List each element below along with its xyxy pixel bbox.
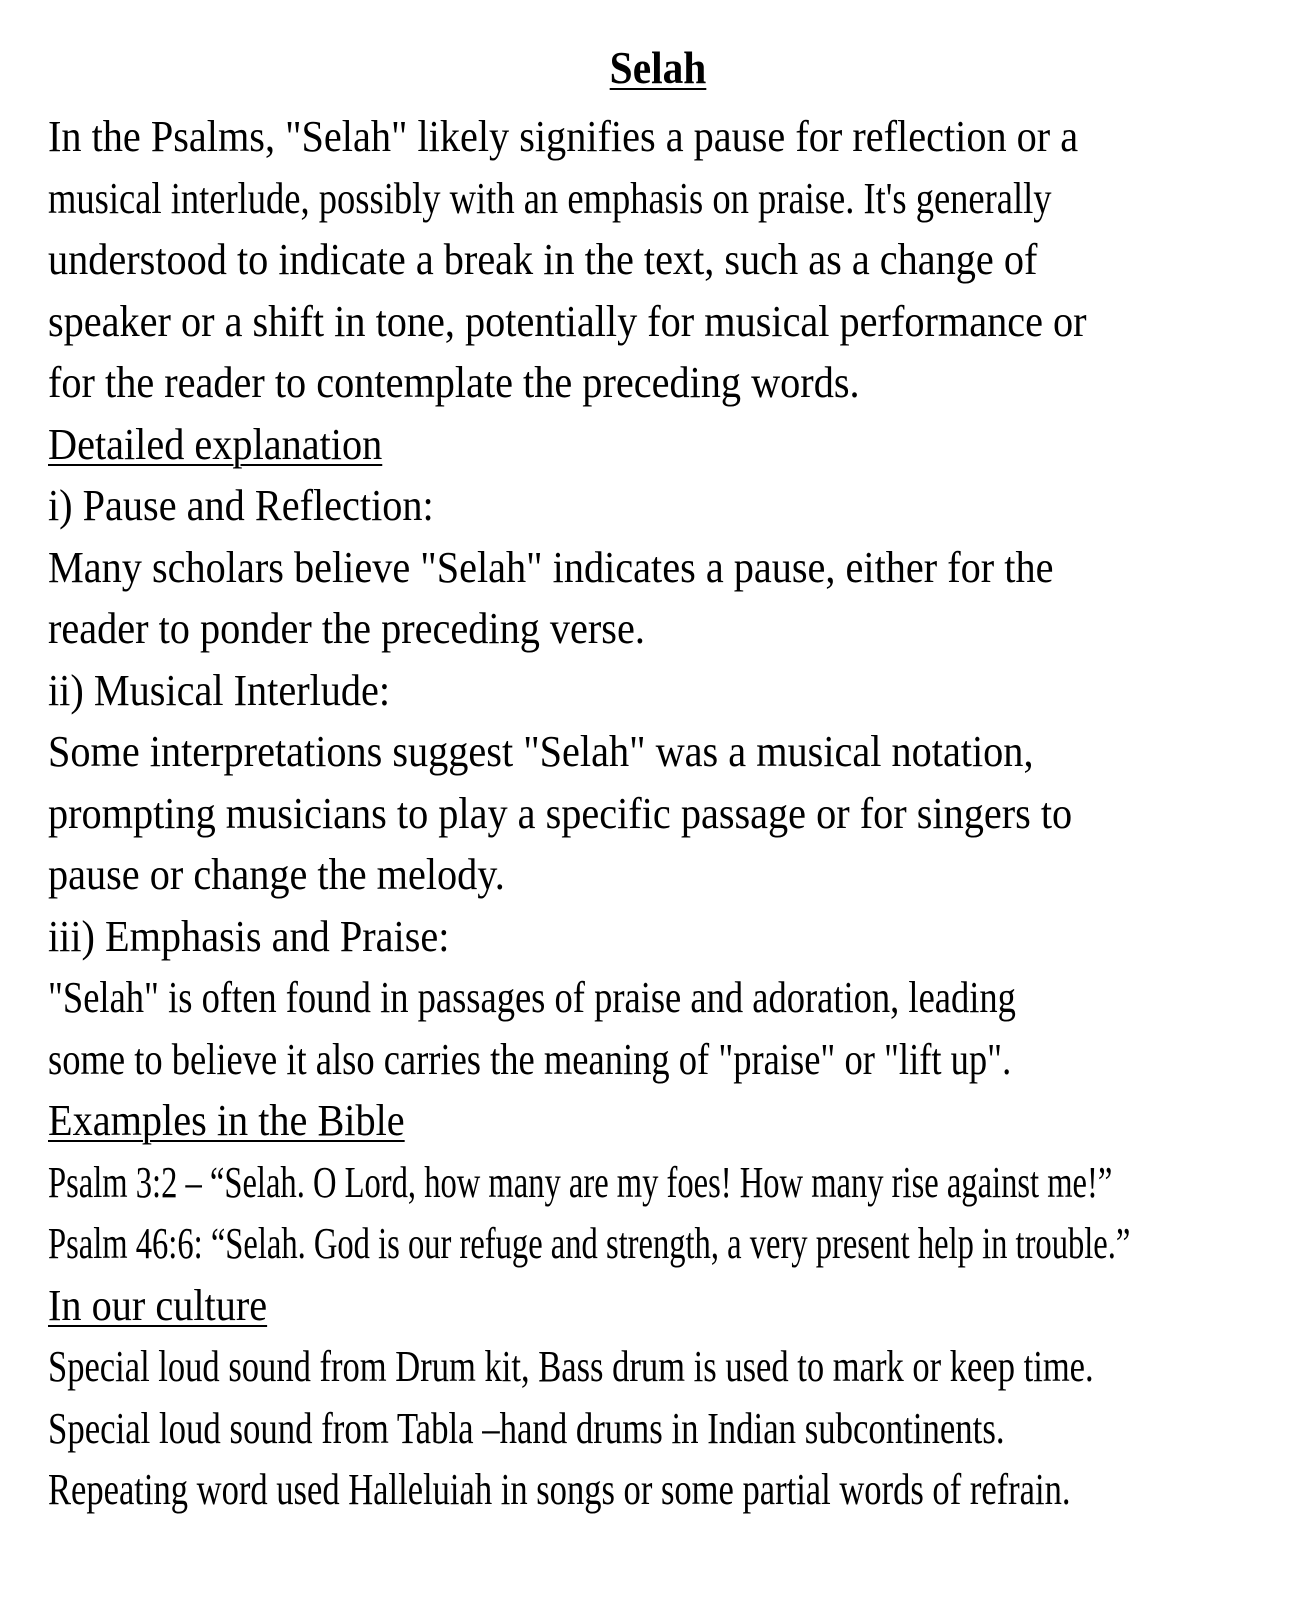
- intro-line: for the reader to contemplate the preceding words.: [48, 358, 860, 407]
- culture-heading: In our culture: [48, 1280, 268, 1330]
- pause-text-line: Many scholars believe "Selah" indicates a pause, either for the: [48, 542, 1054, 592]
- culture-item: Repeating word used Halleluiah in songs or some partial words of refrain.: [48, 1465, 1071, 1514]
- music-text-line: Some interpretations suggest "Selah" was a musical notation,: [48, 727, 1034, 776]
- praise-text-line: "Selah" is often found in passages of praise and adoration, leading: [48, 973, 1016, 1022]
- culture-item: Special loud sound from Tabla –hand drums in Indian subcontinents.: [48, 1403, 1005, 1453]
- culture-item: Special loud sound from Drum kit, Bass drum is used to mark or keep time.: [48, 1342, 1094, 1391]
- intro-line: In the Psalms, "Selah" likely signifies a pause for reflection or a: [48, 112, 1079, 161]
- document-page: [48, 40, 1268, 1521]
- example-item: Psalm 46:6: “Selah. God is our refuge and strength, a very present help in trouble.”: [48, 1219, 1131, 1268]
- pause-text-line: reader to ponder the preceding verse.: [48, 604, 645, 653]
- music-heading: ii) Musical Interlude:: [48, 665, 391, 715]
- music-text-line: prompting musicians to play a specific passage or for singers to: [48, 788, 1073, 838]
- detailed-explanation-heading: Detailed explanation: [48, 419, 383, 469]
- praise-heading: iii) Emphasis and Praise:: [48, 911, 450, 961]
- examples-heading: Examples in the Bible: [48, 1096, 405, 1145]
- pause-heading: i) Pause and Reflection:: [48, 481, 434, 530]
- page-title: Selah: [609, 42, 707, 93]
- example-item: Psalm 3:2 – “Selah. O Lord, how many are my foes! How many rise against me!”: [48, 1157, 1113, 1207]
- praise-text-line: some to believe it also carries the meaning of "praise" or "lift up".: [48, 1034, 1012, 1084]
- intro-line: speaker or a shift in tone, potentially for musical performance or: [48, 296, 1087, 346]
- music-text-line: pause or change the melody.: [48, 850, 505, 899]
- intro-line: understood to indicate a break in the text, such as a change of: [48, 235, 1038, 284]
- intro-paragraph: [48, 106, 1268, 414]
- intro-line: musical interlude, possibly with an emphasis on praise. It's generally: [48, 173, 1052, 223]
